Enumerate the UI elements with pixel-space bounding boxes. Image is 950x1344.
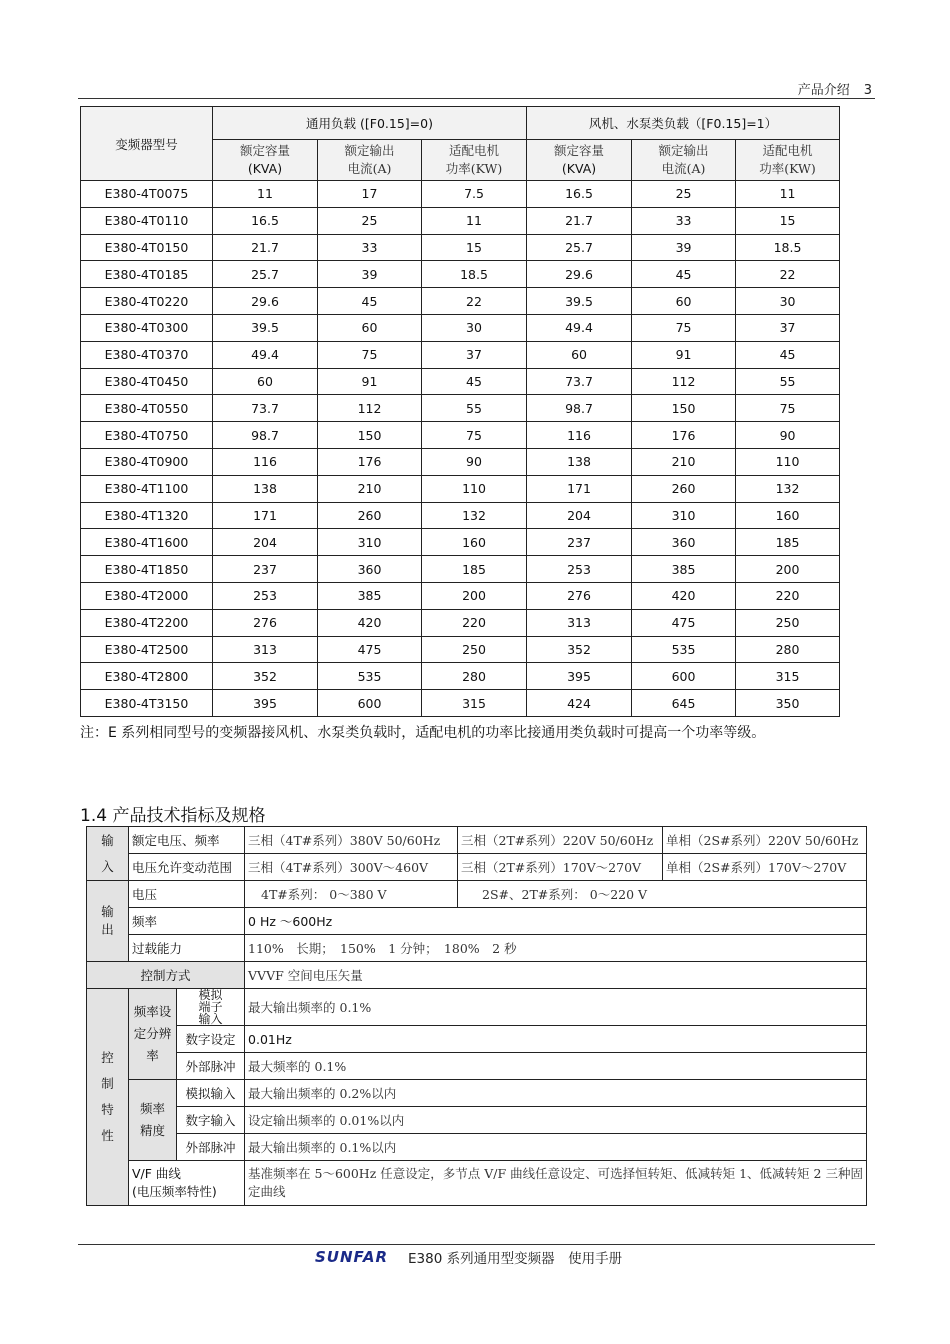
value-cell: 176 xyxy=(318,448,422,475)
res-analog-value: 最大输出频率的 0.1% xyxy=(245,989,867,1026)
value-cell: 424 xyxy=(527,690,632,717)
sub-header-current: 额定输出 电流(A) xyxy=(318,140,422,181)
value-cell: 315 xyxy=(422,690,527,717)
value-cell: 185 xyxy=(422,556,527,583)
value-cell: 73.7 xyxy=(213,395,318,422)
model-cell: E380-4T2200 xyxy=(81,609,213,636)
value-cell: 210 xyxy=(318,475,422,502)
model-cell: E380-4T2000 xyxy=(81,582,213,609)
value-cell: 150 xyxy=(632,395,736,422)
value-cell: 90 xyxy=(736,422,840,449)
footer-title: E380 系列通用型变频器 使用手册 xyxy=(408,1251,623,1267)
value-cell: 37 xyxy=(736,314,840,341)
value-cell: 16.5 xyxy=(213,207,318,234)
ratings-table xyxy=(80,106,840,717)
acc-pulse-value: 最大输出频率的 0.1%以内 xyxy=(245,1134,867,1161)
value-cell: 60 xyxy=(213,368,318,395)
value-cell: 60 xyxy=(318,314,422,341)
value-cell: 75 xyxy=(632,314,736,341)
value-cell: 110 xyxy=(736,448,840,475)
output-voltage-label: 电压 xyxy=(129,881,245,908)
value-cell: 11 xyxy=(736,181,840,208)
model-cell: E380-4T0150 xyxy=(81,234,213,261)
rated-voltage-2s: 单相（2S#系列）220V 50/60Hz xyxy=(663,827,867,854)
value-cell: 250 xyxy=(422,636,527,663)
overload-value: 110% 长期； 150% 1 分钟； 180% 2 秒 xyxy=(245,935,867,962)
value-cell: 91 xyxy=(318,368,422,395)
table-row xyxy=(81,663,840,690)
value-cell: 420 xyxy=(632,582,736,609)
sub-header-current: 额定输出 电流(A) xyxy=(632,140,736,181)
value-cell: 360 xyxy=(318,556,422,583)
voltage-range-2t: 三相（2T#系列）170V～270V xyxy=(458,854,663,881)
value-cell: 171 xyxy=(213,502,318,529)
value-cell: 37 xyxy=(422,341,527,368)
model-cell: E380-4T0185 xyxy=(81,261,213,288)
group-header-general: 通用负载 ([F0.15]=0) xyxy=(213,107,527,140)
voltage-range-4t: 三相（4T#系列）300V～460V xyxy=(245,854,458,881)
value-cell: 220 xyxy=(422,609,527,636)
brand-logo: SUNFAR xyxy=(315,1248,389,1266)
sub-header-capacity: 额定容量 (KVA) xyxy=(213,140,318,181)
value-cell: 535 xyxy=(318,663,422,690)
res-digital-label: 数字设定 xyxy=(177,1026,245,1053)
value-cell: 39 xyxy=(318,261,422,288)
table-row xyxy=(81,556,840,583)
value-cell: 395 xyxy=(213,690,318,717)
value-cell: 30 xyxy=(736,288,840,315)
value-cell: 250 xyxy=(736,609,840,636)
value-cell: 204 xyxy=(527,502,632,529)
acc-pulse-label: 外部脉冲 xyxy=(177,1134,245,1161)
res-pulse-label: 外部脉冲 xyxy=(177,1053,245,1080)
model-cell: E380-4T1320 xyxy=(81,502,213,529)
value-cell: 313 xyxy=(527,609,632,636)
voltage-range-label: 电压允许变动范围 xyxy=(129,854,245,881)
value-cell: 310 xyxy=(632,502,736,529)
value-cell: 475 xyxy=(318,636,422,663)
page-number: 3 xyxy=(863,83,872,98)
value-cell: 15 xyxy=(422,234,527,261)
output-voltage-4t: 4T#系列： 0～380 V xyxy=(245,881,458,908)
value-cell: 60 xyxy=(632,288,736,315)
output-frequency-label: 频率 xyxy=(129,908,245,935)
value-cell: 200 xyxy=(422,582,527,609)
value-cell: 55 xyxy=(422,395,527,422)
value-cell: 112 xyxy=(318,395,422,422)
table-row xyxy=(81,288,840,315)
value-cell: 29.6 xyxy=(213,288,318,315)
value-cell: 385 xyxy=(632,556,736,583)
value-cell: 204 xyxy=(213,529,318,556)
value-cell: 33 xyxy=(318,234,422,261)
table-row xyxy=(81,636,840,663)
value-cell: 150 xyxy=(318,422,422,449)
table-row xyxy=(81,234,840,261)
voltage-range-2s: 单相（2S#系列）170V～270V xyxy=(663,854,867,881)
table-row xyxy=(81,422,840,449)
value-cell: 33 xyxy=(632,207,736,234)
value-cell: 45 xyxy=(632,261,736,288)
model-cell: E380-4T3150 xyxy=(81,690,213,717)
value-cell: 385 xyxy=(318,582,422,609)
value-cell: 200 xyxy=(736,556,840,583)
value-cell: 138 xyxy=(213,475,318,502)
value-cell: 25.7 xyxy=(213,261,318,288)
output-category: 输出 xyxy=(87,881,129,962)
section-title: 1.4 产品技术指标及规格 xyxy=(80,806,266,826)
value-cell: 73.7 xyxy=(527,368,632,395)
value-cell: 91 xyxy=(632,341,736,368)
value-cell: 15 xyxy=(736,207,840,234)
model-cell: E380-4T2500 xyxy=(81,636,213,663)
value-cell: 75 xyxy=(736,395,840,422)
value-cell: 30 xyxy=(422,314,527,341)
model-cell: E380-4T0370 xyxy=(81,341,213,368)
value-cell: 535 xyxy=(632,636,736,663)
model-cell: E380-4T1600 xyxy=(81,529,213,556)
value-cell: 17 xyxy=(318,181,422,208)
footer-rule xyxy=(78,1244,875,1245)
value-cell: 420 xyxy=(318,609,422,636)
value-cell: 11 xyxy=(213,181,318,208)
acc-analog-value: 最大输出频率的 0.2%以内 xyxy=(245,1080,867,1107)
value-cell: 276 xyxy=(527,582,632,609)
value-cell: 25 xyxy=(318,207,422,234)
value-cell: 90 xyxy=(422,448,527,475)
value-cell: 600 xyxy=(632,663,736,690)
rated-voltage-4t: 三相（4T#系列）380V 50/60Hz xyxy=(245,827,458,854)
value-cell: 237 xyxy=(527,529,632,556)
value-cell: 132 xyxy=(422,502,527,529)
value-cell: 116 xyxy=(527,422,632,449)
input-category: 输入 xyxy=(87,827,129,881)
value-cell: 116 xyxy=(213,448,318,475)
value-cell: 45 xyxy=(422,368,527,395)
table-row xyxy=(81,448,840,475)
acc-digital-label: 数字输入 xyxy=(177,1107,245,1134)
table-row xyxy=(81,529,840,556)
value-cell: 55 xyxy=(736,368,840,395)
value-cell: 39 xyxy=(632,234,736,261)
value-cell: 39.5 xyxy=(213,314,318,341)
res-analog-label: 模拟端子输入 xyxy=(177,989,245,1026)
value-cell: 29.6 xyxy=(527,261,632,288)
table-row xyxy=(81,368,840,395)
value-cell: 18.5 xyxy=(422,261,527,288)
value-cell: 171 xyxy=(527,475,632,502)
value-cell: 98.7 xyxy=(213,422,318,449)
model-cell: E380-4T0220 xyxy=(81,288,213,315)
table-row xyxy=(81,341,840,368)
value-cell: 313 xyxy=(213,636,318,663)
value-cell: 160 xyxy=(422,529,527,556)
value-cell: 352 xyxy=(527,636,632,663)
value-cell: 352 xyxy=(213,663,318,690)
value-cell: 49.4 xyxy=(213,341,318,368)
sub-header-power: 适配电机 功率(KW) xyxy=(422,140,527,181)
table-row xyxy=(81,502,840,529)
value-cell: 237 xyxy=(213,556,318,583)
model-cell: E380-4T0900 xyxy=(81,448,213,475)
rated-voltage-label: 额定电压、频率 xyxy=(129,827,245,854)
page-header xyxy=(798,79,872,98)
group-header-fan-pump: 风机、水泵类负载（[F0.15]=1） xyxy=(527,107,840,140)
value-cell: 600 xyxy=(318,690,422,717)
table-row xyxy=(81,690,840,717)
value-cell: 360 xyxy=(632,529,736,556)
table-row xyxy=(81,582,840,609)
table-row xyxy=(81,181,840,208)
value-cell: 11 xyxy=(422,207,527,234)
header-section: 产品介绍 xyxy=(797,83,850,98)
value-cell: 16.5 xyxy=(527,181,632,208)
value-cell: 350 xyxy=(736,690,840,717)
value-cell: 21.7 xyxy=(527,207,632,234)
control-category: 控制特性 xyxy=(87,989,129,1206)
model-cell: E380-4T0075 xyxy=(81,181,213,208)
value-cell: 45 xyxy=(736,341,840,368)
model-cell: E380-4T0110 xyxy=(81,207,213,234)
value-cell: 220 xyxy=(736,582,840,609)
model-cell: E380-4T0750 xyxy=(81,422,213,449)
acc-digital-value: 设定输出频率的 0.01%以内 xyxy=(245,1107,867,1134)
model-cell: E380-4T1850 xyxy=(81,556,213,583)
value-cell: 260 xyxy=(318,502,422,529)
value-cell: 110 xyxy=(422,475,527,502)
value-cell: 60 xyxy=(527,341,632,368)
table-row xyxy=(81,314,840,341)
value-cell: 176 xyxy=(632,422,736,449)
value-cell: 75 xyxy=(422,422,527,449)
value-cell: 160 xyxy=(736,502,840,529)
output-voltage-2s2t: 2S#、2T#系列： 0～220 V xyxy=(458,881,867,908)
value-cell: 253 xyxy=(527,556,632,583)
value-cell: 280 xyxy=(422,663,527,690)
value-cell: 75 xyxy=(318,341,422,368)
value-cell: 310 xyxy=(318,529,422,556)
table-note: 注：E 系列相同型号的变频器接风机、水泵类负载时，适配电机的功率比接通用类负载时可提高一个功率等级。 xyxy=(80,725,766,741)
value-cell: 22 xyxy=(422,288,527,315)
vf-curve-value: 基准频率在 5～600Hz 任意设定，多节点 V/F 曲线任意设定、可选择恒转矩、低减转矩 1、低减转矩 2 三种固定曲线 xyxy=(245,1161,867,1206)
value-cell: 7.5 xyxy=(422,181,527,208)
resolution-label: 频率设定分辨率 xyxy=(129,989,177,1080)
control-mode-label: 控制方式 xyxy=(87,962,245,989)
table-row xyxy=(81,261,840,288)
header-rule xyxy=(78,98,875,99)
model-cell: E380-4T0450 xyxy=(81,368,213,395)
value-cell: 39.5 xyxy=(527,288,632,315)
model-cell: E380-4T2800 xyxy=(81,663,213,690)
value-cell: 395 xyxy=(527,663,632,690)
control-mode-value: VVVF 空间电压矢量 xyxy=(245,962,867,989)
output-frequency-value: 0 Hz ～600Hz xyxy=(245,908,867,935)
value-cell: 45 xyxy=(318,288,422,315)
sub-header-power: 适配电机 功率(KW) xyxy=(736,140,840,181)
value-cell: 25 xyxy=(632,181,736,208)
value-cell: 253 xyxy=(213,582,318,609)
value-cell: 18.5 xyxy=(736,234,840,261)
value-cell: 645 xyxy=(632,690,736,717)
overload-label: 过载能力 xyxy=(129,935,245,962)
rated-voltage-2t: 三相（2T#系列）220V 50/60Hz xyxy=(458,827,663,854)
value-cell: 25.7 xyxy=(527,234,632,261)
value-cell: 21.7 xyxy=(213,234,318,261)
model-cell: E380-4T1100 xyxy=(81,475,213,502)
spec-table xyxy=(86,826,867,1206)
value-cell: 132 xyxy=(736,475,840,502)
res-pulse-value: 最大频率的 0.1% xyxy=(245,1053,867,1080)
value-cell: 280 xyxy=(736,636,840,663)
table-row xyxy=(81,395,840,422)
value-cell: 22 xyxy=(736,261,840,288)
acc-analog-label: 模拟输入 xyxy=(177,1080,245,1107)
value-cell: 475 xyxy=(632,609,736,636)
value-cell: 112 xyxy=(632,368,736,395)
model-cell: E380-4T0550 xyxy=(81,395,213,422)
value-cell: 260 xyxy=(632,475,736,502)
value-cell: 98.7 xyxy=(527,395,632,422)
accuracy-label: 频率精度 xyxy=(129,1080,177,1161)
vf-curve-label: V/F 曲线 (电压频率特性) xyxy=(129,1161,245,1206)
value-cell: 276 xyxy=(213,609,318,636)
table-row xyxy=(81,609,840,636)
model-header: 变频器型号 xyxy=(81,107,213,181)
table-row xyxy=(81,207,840,234)
value-cell: 185 xyxy=(736,529,840,556)
sub-header-capacity: 额定容量 (KVA) xyxy=(527,140,632,181)
table-row xyxy=(81,475,840,502)
model-cell: E380-4T0300 xyxy=(81,314,213,341)
value-cell: 49.4 xyxy=(527,314,632,341)
value-cell: 138 xyxy=(527,448,632,475)
res-digital-value: 0.01Hz xyxy=(245,1026,867,1053)
value-cell: 210 xyxy=(632,448,736,475)
value-cell: 315 xyxy=(736,663,840,690)
